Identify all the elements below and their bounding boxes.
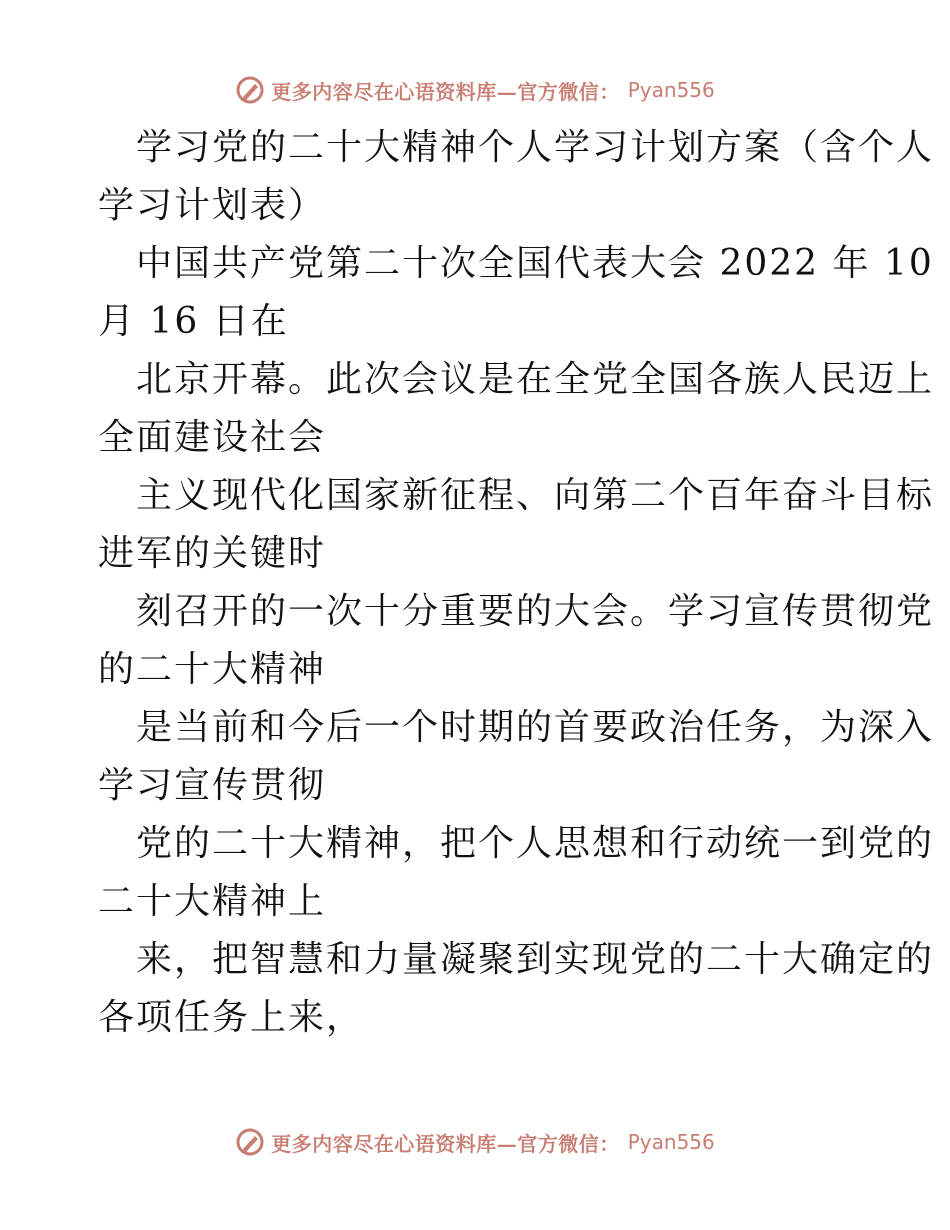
paragraph-line: 来，把智慧和力量凝聚到实现党的二十大确定的 — [136, 939, 935, 980]
paragraph-line: 北京开幕。此次会议是在全党全国各族人民迈上 — [136, 359, 935, 400]
paragraph-line: 中国共产党第二十次全国代表大会 2022 年 10 — [136, 243, 934, 284]
paragraph-line: 各项任务上来， — [98, 997, 365, 1038]
title-line: 学习计划表） — [98, 185, 327, 226]
watermark-text: 更多内容尽在心语资料库—官方微信： — [271, 79, 620, 104]
title-line: 学习党的二十大精神个人学习计划方案（含个人 — [136, 127, 935, 168]
watermark-wechat-id: Pyan556 — [627, 1130, 715, 1154]
header-watermark — [0, 70, 950, 110]
watermark-wechat-id: Pyan556 — [627, 78, 715, 102]
watermark-text: 更多内容尽在心语资料库—官方微信： — [271, 1131, 620, 1156]
paragraph-line: 主义现代化国家新征程、向第二个百年奋斗目标 — [136, 475, 935, 516]
paragraph-line: 党的二十大精神，把个人思想和行动统一到党的 — [136, 823, 935, 864]
footer-watermark — [0, 1122, 950, 1162]
paragraph-line: 月 16 日在 — [98, 301, 289, 342]
paragraph-line: 学习宣传贯彻 — [98, 765, 327, 806]
paragraph-line: 全面建设社会 — [98, 417, 327, 458]
paragraph-line: 刻召开的一次十分重要的大会。学习宣传贯彻党 — [136, 591, 935, 632]
paragraph-line: 二十大精神上 — [98, 881, 327, 922]
document-body — [98, 119, 935, 1047]
pen-logo-icon — [235, 1127, 265, 1157]
paragraph-line: 进军的关键时 — [98, 533, 327, 574]
pen-logo-icon — [235, 75, 265, 105]
paragraph-line: 是当前和今后一个时期的首要政治任务，为深入 — [136, 707, 935, 748]
paragraph-line: 的二十大精神 — [98, 649, 327, 690]
